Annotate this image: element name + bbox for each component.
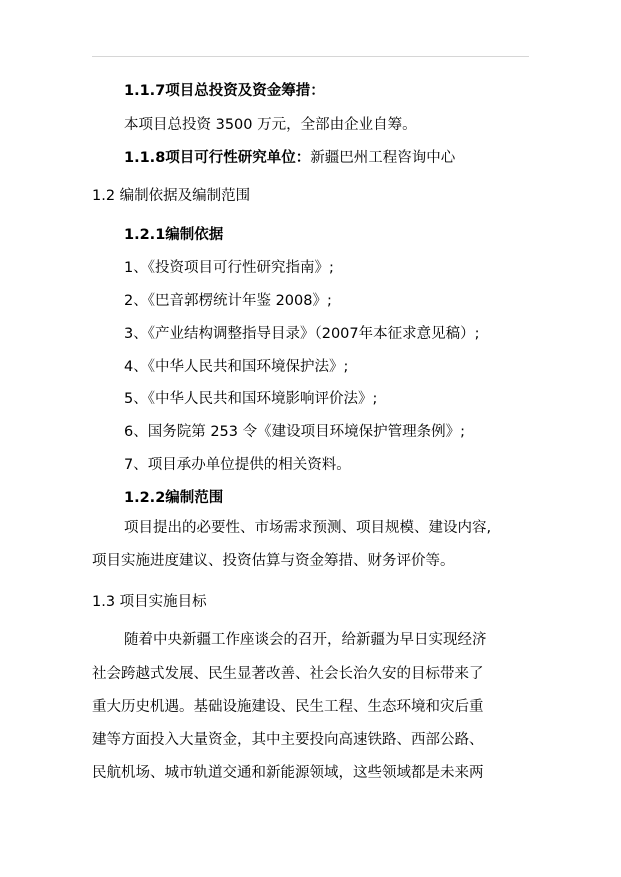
goal-line-3: 重大历史机遇。基础设施建设、民生工程、生态环境和灾后重 <box>92 699 484 715</box>
basis-item-2: 2、《巴音郭楞统计年鉴 2008》; <box>124 293 332 309</box>
heading-1-2: 1.2 编制依据及编制范围 <box>92 188 251 204</box>
heading-1-1-8: 1.1.8项目可行性研究单位： <box>124 150 311 166</box>
goal-line-1: 随着中央新疆工作座谈会的召开，给新疆为早日实现经济 <box>124 632 487 648</box>
heading-1-3: 1.3 项目实施目标 <box>92 594 207 610</box>
heading-1-2-2: 1.2.2编制范围 <box>124 490 224 506</box>
scope-line-2: 项目实施进度建议、投资估算与资金筹措、财务评价等。 <box>92 553 455 569</box>
line-1-1-8 <box>124 148 455 168</box>
goal-line-4: 建等方面投入大量资金，其中主要投向高速铁路、西部公路、 <box>92 732 484 748</box>
research-unit-name: 新疆巴州工程咨询中心 <box>310 150 456 166</box>
header-rule <box>92 56 529 57</box>
basis-item-4: 4、《中华人民共和国环境保护法》; <box>124 359 349 375</box>
heading-1-1-7: 1.1.7项目总投资及资金筹措： <box>124 83 325 99</box>
basis-item-5: 5、《中华人民共和国环境影响评价法》; <box>124 391 378 407</box>
scope-line-1: 项目提出的必要性、市场需求预测、项目规模、建设内容, <box>124 520 492 536</box>
goal-line-2: 社会跨越式发展、民生显著改善、社会长治久安的目标带来了 <box>92 666 484 682</box>
paragraph-total-investment: 本项目总投资 3500 万元，全部由企业自筹。 <box>124 117 417 133</box>
basis-item-1: 1、《投资项目可行性研究指南》; <box>124 260 334 276</box>
heading-1-2-1: 1.2.1编制依据 <box>124 227 224 243</box>
basis-item-3: 3、《产业结构调整指导目录》（2007年本征求意见稿）; <box>124 326 480 342</box>
basis-item-7: 7、项目承办单位提供的相关资料。 <box>124 457 351 473</box>
basis-item-6: 6、国务院第 253 令《建设项目环境保护管理条例》; <box>124 424 466 440</box>
goal-line-5: 民航机场、城市轨道交通和新能源领域，这些领域都是未来两 <box>92 765 484 781</box>
